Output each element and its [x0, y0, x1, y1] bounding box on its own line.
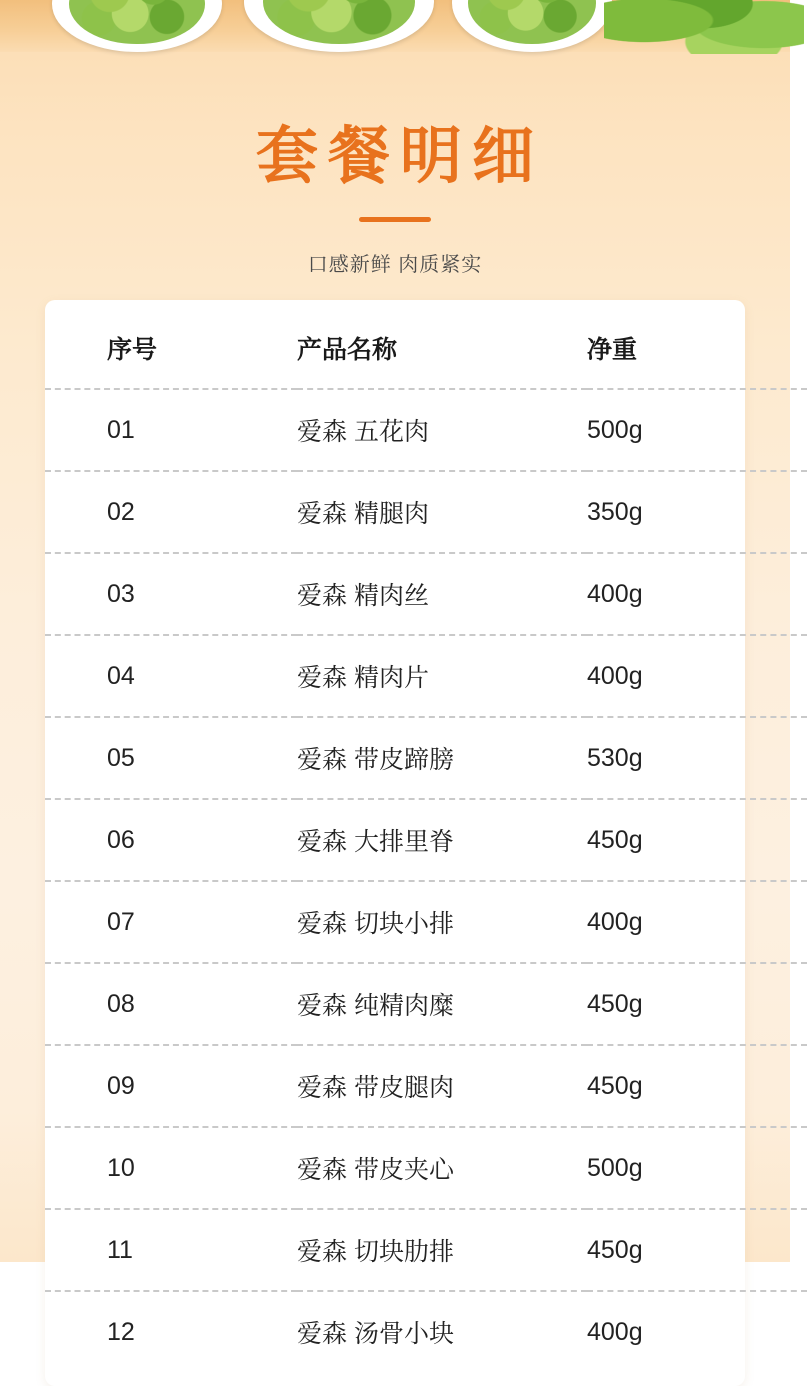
row-index: 08 [45, 963, 297, 1045]
food-photo-strip [0, 0, 790, 52]
table-body [45, 389, 807, 1372]
row-index: 04 [45, 635, 297, 717]
column-header-weight: 净重 [587, 336, 638, 364]
lettuce-leaf-image [604, 0, 804, 54]
row-index: 09 [45, 1045, 297, 1127]
table-row [45, 1127, 807, 1209]
salad-icon [69, 0, 205, 44]
table-row [45, 799, 807, 881]
row-index: 06 [45, 799, 297, 881]
table-row [45, 1045, 807, 1127]
row-product: 爱森 带皮蹄膀 [297, 717, 587, 799]
table-header-row [45, 300, 807, 389]
row-weight: 350g [587, 471, 807, 553]
row-index: 05 [45, 717, 297, 799]
title-divider [359, 217, 431, 222]
row-product: 爱森 精肉片 [297, 635, 587, 717]
table-row [45, 1209, 807, 1291]
column-header-product: 产品名称 [297, 336, 398, 364]
table-row [45, 881, 807, 963]
row-product: 爱森 切块小排 [297, 881, 587, 963]
row-weight: 450g [587, 1045, 807, 1127]
header-section [0, 52, 790, 277]
table-row [45, 717, 807, 799]
table-row [45, 635, 807, 717]
row-index: 07 [45, 881, 297, 963]
row-product: 爱森 五花肉 [297, 389, 587, 471]
row-product: 爱森 精肉丝 [297, 553, 587, 635]
row-index: 03 [45, 553, 297, 635]
row-index: 02 [45, 471, 297, 553]
table-head [45, 300, 807, 389]
row-weight: 450g [587, 963, 807, 1045]
row-product: 爱森 纯精肉糜 [297, 963, 587, 1045]
package-detail-card [45, 300, 745, 1386]
page-subtitle: 口感新鲜 肉质紧实 [307, 254, 483, 277]
row-index: 11 [45, 1209, 297, 1291]
row-weight: 500g [587, 389, 807, 471]
table-row [45, 553, 807, 635]
row-weight: 500g [587, 1127, 807, 1209]
row-product: 爱森 汤骨小块 [297, 1291, 587, 1372]
row-product: 爱森 带皮夹心 [297, 1127, 587, 1209]
row-weight: 400g [587, 553, 807, 635]
column-header-index: 序号 [107, 336, 158, 364]
row-weight: 400g [587, 881, 807, 963]
row-index: 12 [45, 1291, 297, 1372]
row-product: 爱森 带皮腿肉 [297, 1045, 587, 1127]
page-title: 套餐明细 [255, 122, 544, 191]
row-weight: 450g [587, 1209, 807, 1291]
table-row [45, 471, 807, 553]
row-product: 爱森 切块肋排 [297, 1209, 587, 1291]
table-row [45, 1291, 807, 1372]
row-product: 爱森 大排里脊 [297, 799, 587, 881]
row-weight: 400g [587, 635, 807, 717]
row-index: 01 [45, 389, 297, 471]
salad-icon [468, 0, 596, 44]
salad-icon [263, 0, 415, 44]
row-product: 爱森 精腿肉 [297, 471, 587, 553]
row-weight: 450g [587, 799, 807, 881]
row-weight: 530g [587, 717, 807, 799]
row-index: 10 [45, 1127, 297, 1209]
table-row [45, 963, 807, 1045]
table-row [45, 389, 807, 471]
row-weight: 400g [587, 1291, 807, 1372]
package-detail-table [45, 300, 807, 1372]
